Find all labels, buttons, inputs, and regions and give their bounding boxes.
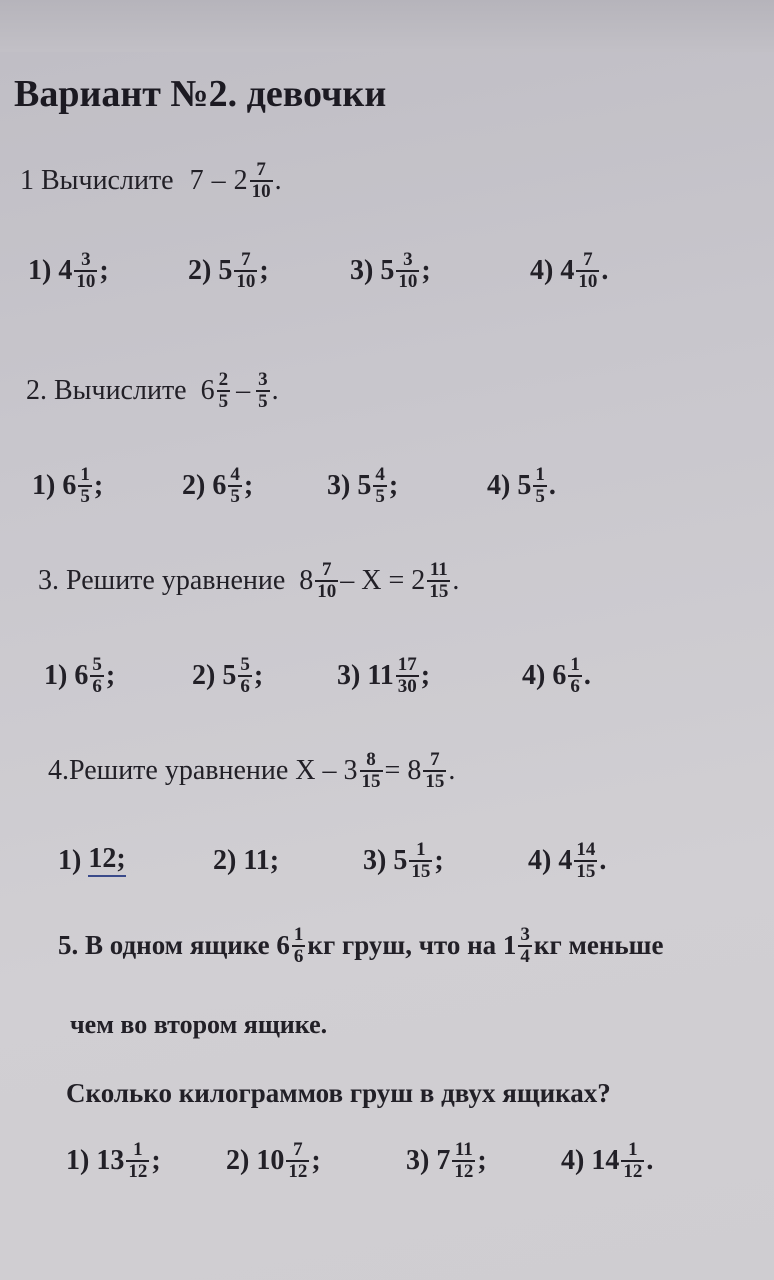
screen-top-edge (0, 0, 774, 52)
question-5-line-3: Сколько килограммов груш в двух ящиках? (66, 1078, 611, 1108)
question-3-label: 3. Решите уравнение (38, 564, 286, 596)
fraction: $\frac{7}{10}$ (317, 559, 337, 602)
question-5-options (66, 1140, 653, 1182)
option-2: 2) 6 $\frac{4}{5}$ ; (182, 464, 254, 507)
option-4: 4) 6 $\frac{1}{6}$ . (522, 654, 591, 697)
option-1: 1) 13 $\frac{1}{12}$ ; (66, 1139, 161, 1182)
question-4-label: 4.Решите уравнение Х – 3 (48, 754, 358, 786)
fraction: $\frac{3}{5}$ (258, 369, 268, 412)
option-3: 3) 5 $\frac{3}{10}$ ; (350, 249, 431, 292)
option-3: 3) 5 $\frac{1}{15}$ ; (363, 839, 444, 882)
option-2: 2) 5 $\frac{7}{10}$ ; (188, 249, 269, 292)
option-4: 4) 14 $\frac{1}{12}$ . (561, 1139, 654, 1182)
question-3-options (44, 655, 591, 697)
fraction: $\frac{7}{10}$ (251, 159, 271, 202)
option-1: 1) 12; (58, 842, 126, 876)
question-1: 1 Вычислите 7 – 2 $\frac{7}{10}$ . (20, 159, 282, 202)
option-2: 2) 5 $\frac{5}{6}$ ; (192, 654, 264, 697)
question-3: 3. Решите уравнение 8 $\frac{7}{10}$ – Х = 2 $\frac{11}{15}$ . (38, 559, 460, 602)
fraction: $\frac{2}{5}$ (218, 369, 229, 412)
underlined-answer: 12; (88, 845, 125, 877)
question-1-options (28, 250, 608, 292)
option-2: 2) 10 $\frac{7}{12}$ ; (226, 1139, 321, 1182)
option-3: 3) 5 $\frac{4}{5}$ ; (327, 464, 399, 507)
question-5-line-2: чем во втором ящике. (70, 1010, 328, 1039)
option-1: 1) 6 $\frac{5}{6}$ ; (44, 654, 116, 697)
question-2-label: 2. Вычислите (26, 374, 187, 406)
option-4: 4) 4 $\frac{7}{10}$ . (530, 249, 609, 292)
option-4: 4) 5 $\frac{1}{5}$ . (487, 464, 556, 507)
question-2-options (32, 465, 556, 507)
fraction: $\frac{7}{15}$ (425, 749, 445, 792)
fraction: $\frac{1}{6}$ (293, 924, 304, 967)
option-3: 3) 7 $\frac{11}{12}$ ; (406, 1139, 487, 1182)
fraction: $\frac{3}{4}$ (520, 924, 530, 967)
option-2: 2) 11; (213, 844, 280, 876)
fraction: $\frac{11}{15}$ (429, 559, 449, 602)
option-1: 1) 4 $\frac{3}{10}$ ; (28, 249, 109, 292)
question-5-line-1: 5. В одном ящике 6 $\frac{1}{6}$ кг груш, что на 1 $\frac{3}{4}$ кг меньше (58, 924, 664, 967)
page-title: Вариант №2. девочки (14, 73, 387, 115)
question-2: 2. Вычислите 6 $\frac{2}{5}$ – $\frac{3}{5}$ . (26, 369, 279, 412)
question-4-options (58, 840, 606, 882)
fraction: $\frac{8}{15}$ (361, 749, 381, 792)
question-4: 4.Решите уравнение Х – 3 $\frac{8}{15}$ = 8 $\frac{7}{15}$ . (48, 749, 456, 792)
option-3: 3) 11 $\frac{17}{30}$ ; (337, 654, 431, 697)
question-1-label: 1 Вычислите (20, 164, 174, 196)
option-4: 4) 4 $\frac{14}{15}$ . (528, 839, 607, 882)
option-1: 1) 6 $\frac{1}{5}$ ; (32, 464, 104, 507)
